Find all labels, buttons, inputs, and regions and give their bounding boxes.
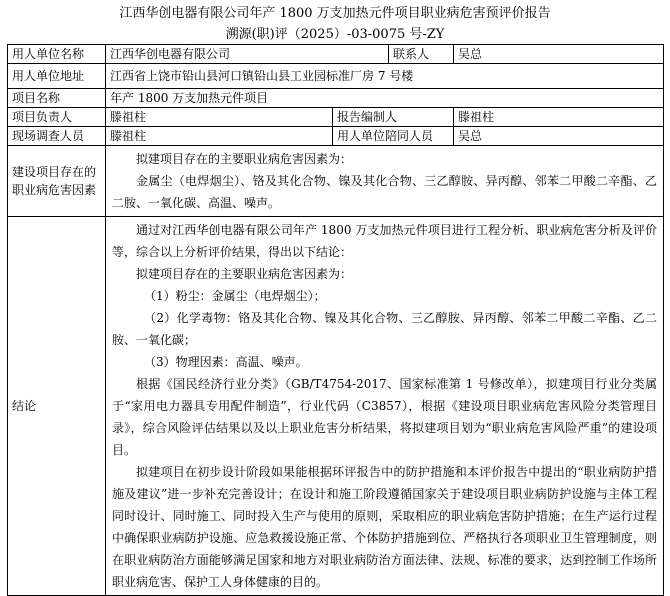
hazards-label: 建设项目存在的职业病危害因素 — [8, 146, 106, 217]
conclusion-label: 结论 — [8, 217, 106, 596]
report-number: 溯源(职)评（2025）-03-0075 号-ZY — [225, 27, 445, 42]
hazards-content — [106, 146, 664, 217]
employer-value: 江西华创电器有限公司 — [106, 45, 389, 64]
leader-label: 项目负责人 — [8, 108, 106, 127]
address-label: 用人单位地址 — [8, 64, 106, 89]
project-value: 年产 1800 万支加热元件项目 — [106, 89, 664, 108]
report-info-table — [7, 44, 664, 596]
investigator-label: 现场调查人员 — [8, 127, 106, 146]
companion-value: 吴总 — [454, 127, 664, 146]
author-label: 报告编制人 — [333, 108, 454, 127]
conclusion-classification: 根据《国民经济行业分类》（GB/T4754-2017、国家标准第 1 号修改单），拟建项目行业分类属于“家用电力器具专用配件制造”，行业代码（C3857），根据《建设项目职业病危害风险分类管理目录》，综合风险评估结果以及以上职业危害分析结果，将拟建项目划为“职业病危害风险严重”的建设项目。 — [112, 377, 658, 457]
conclusion-paragraph: 通过对江西华创电器有限公司年产 1800 万支加热元件项目进行工程分析、职业病危害分析及评价等，综合以上分析评价结果，得出以下结论： — [112, 223, 658, 259]
companion-label: 用人单位陪同人员 — [333, 127, 454, 146]
conclusion-recommendation: 拟建项目在初步设计阶段如果能根据环评报告中的防护措施和本评价报告中提出的“职业病防护措施及建议”进一步补充完善设计；在设计和施工阶段遵循国家关于建设项目职业病防护设施与主体工程同时设计、同时施工、同时投入生产与使用的原则，采取相应的职业病危害防护措施；在生产运行过程中确保职业病防护设施、应急救援设施正常、个体防护措施到位、严格执行各项职业卫生管理制度，则在职业病防治方面能够满足国家和地方对职业病防治方面法律、法规、标准的要求，达到控制工作场所职业病危害、保护工人身体健康的目的。 — [112, 465, 658, 589]
project-label: 项目名称 — [8, 89, 106, 108]
contact-value: 吴总 — [454, 45, 664, 64]
conclusion-item-chemicals: （2）化学毒物：铬及其化合物、镍及其化合物、三乙醇胺、异丙醇、邻苯二甲酸二辛酯、乙二胺、一氧化碳； — [112, 311, 658, 347]
conclusion-item-physical: （3）物理因素：高温、噪声。 — [144, 355, 308, 369]
investigator-value: 滕祖柱 — [106, 127, 333, 146]
address-value: 江西省上饶市铅山县河口镇铅山县工业园标准厂房 7 号楼 — [106, 64, 664, 89]
contact-label: 联系人 — [389, 45, 454, 64]
author-value: 滕祖柱 — [454, 108, 664, 127]
hazards-list: 金属尘（电焊烟尘）、铬及其化合物、镍及其化合物、三乙醇胺、异丙醇、邻苯二甲酸二辛酯、乙二胺、一氧化碳、高温、噪声。 — [112, 174, 658, 210]
leader-value: 滕祖柱 — [106, 108, 333, 127]
hazards-intro: 拟建项目存在的主要职业病危害因素为： — [136, 152, 353, 166]
conclusion-item-dust: （1）粉尘：金属尘（电焊烟尘）； — [144, 289, 326, 303]
conclusion-content — [106, 217, 664, 596]
employer-label: 用人单位名称 — [8, 45, 106, 64]
conclusion-hazards-intro: 拟建项目存在的主要职业病危害因素为： — [136, 267, 353, 281]
report-title: 江西华创电器有限公司年产 1800 万支加热元件项目职业病危害预评价报告 — [119, 6, 551, 21]
